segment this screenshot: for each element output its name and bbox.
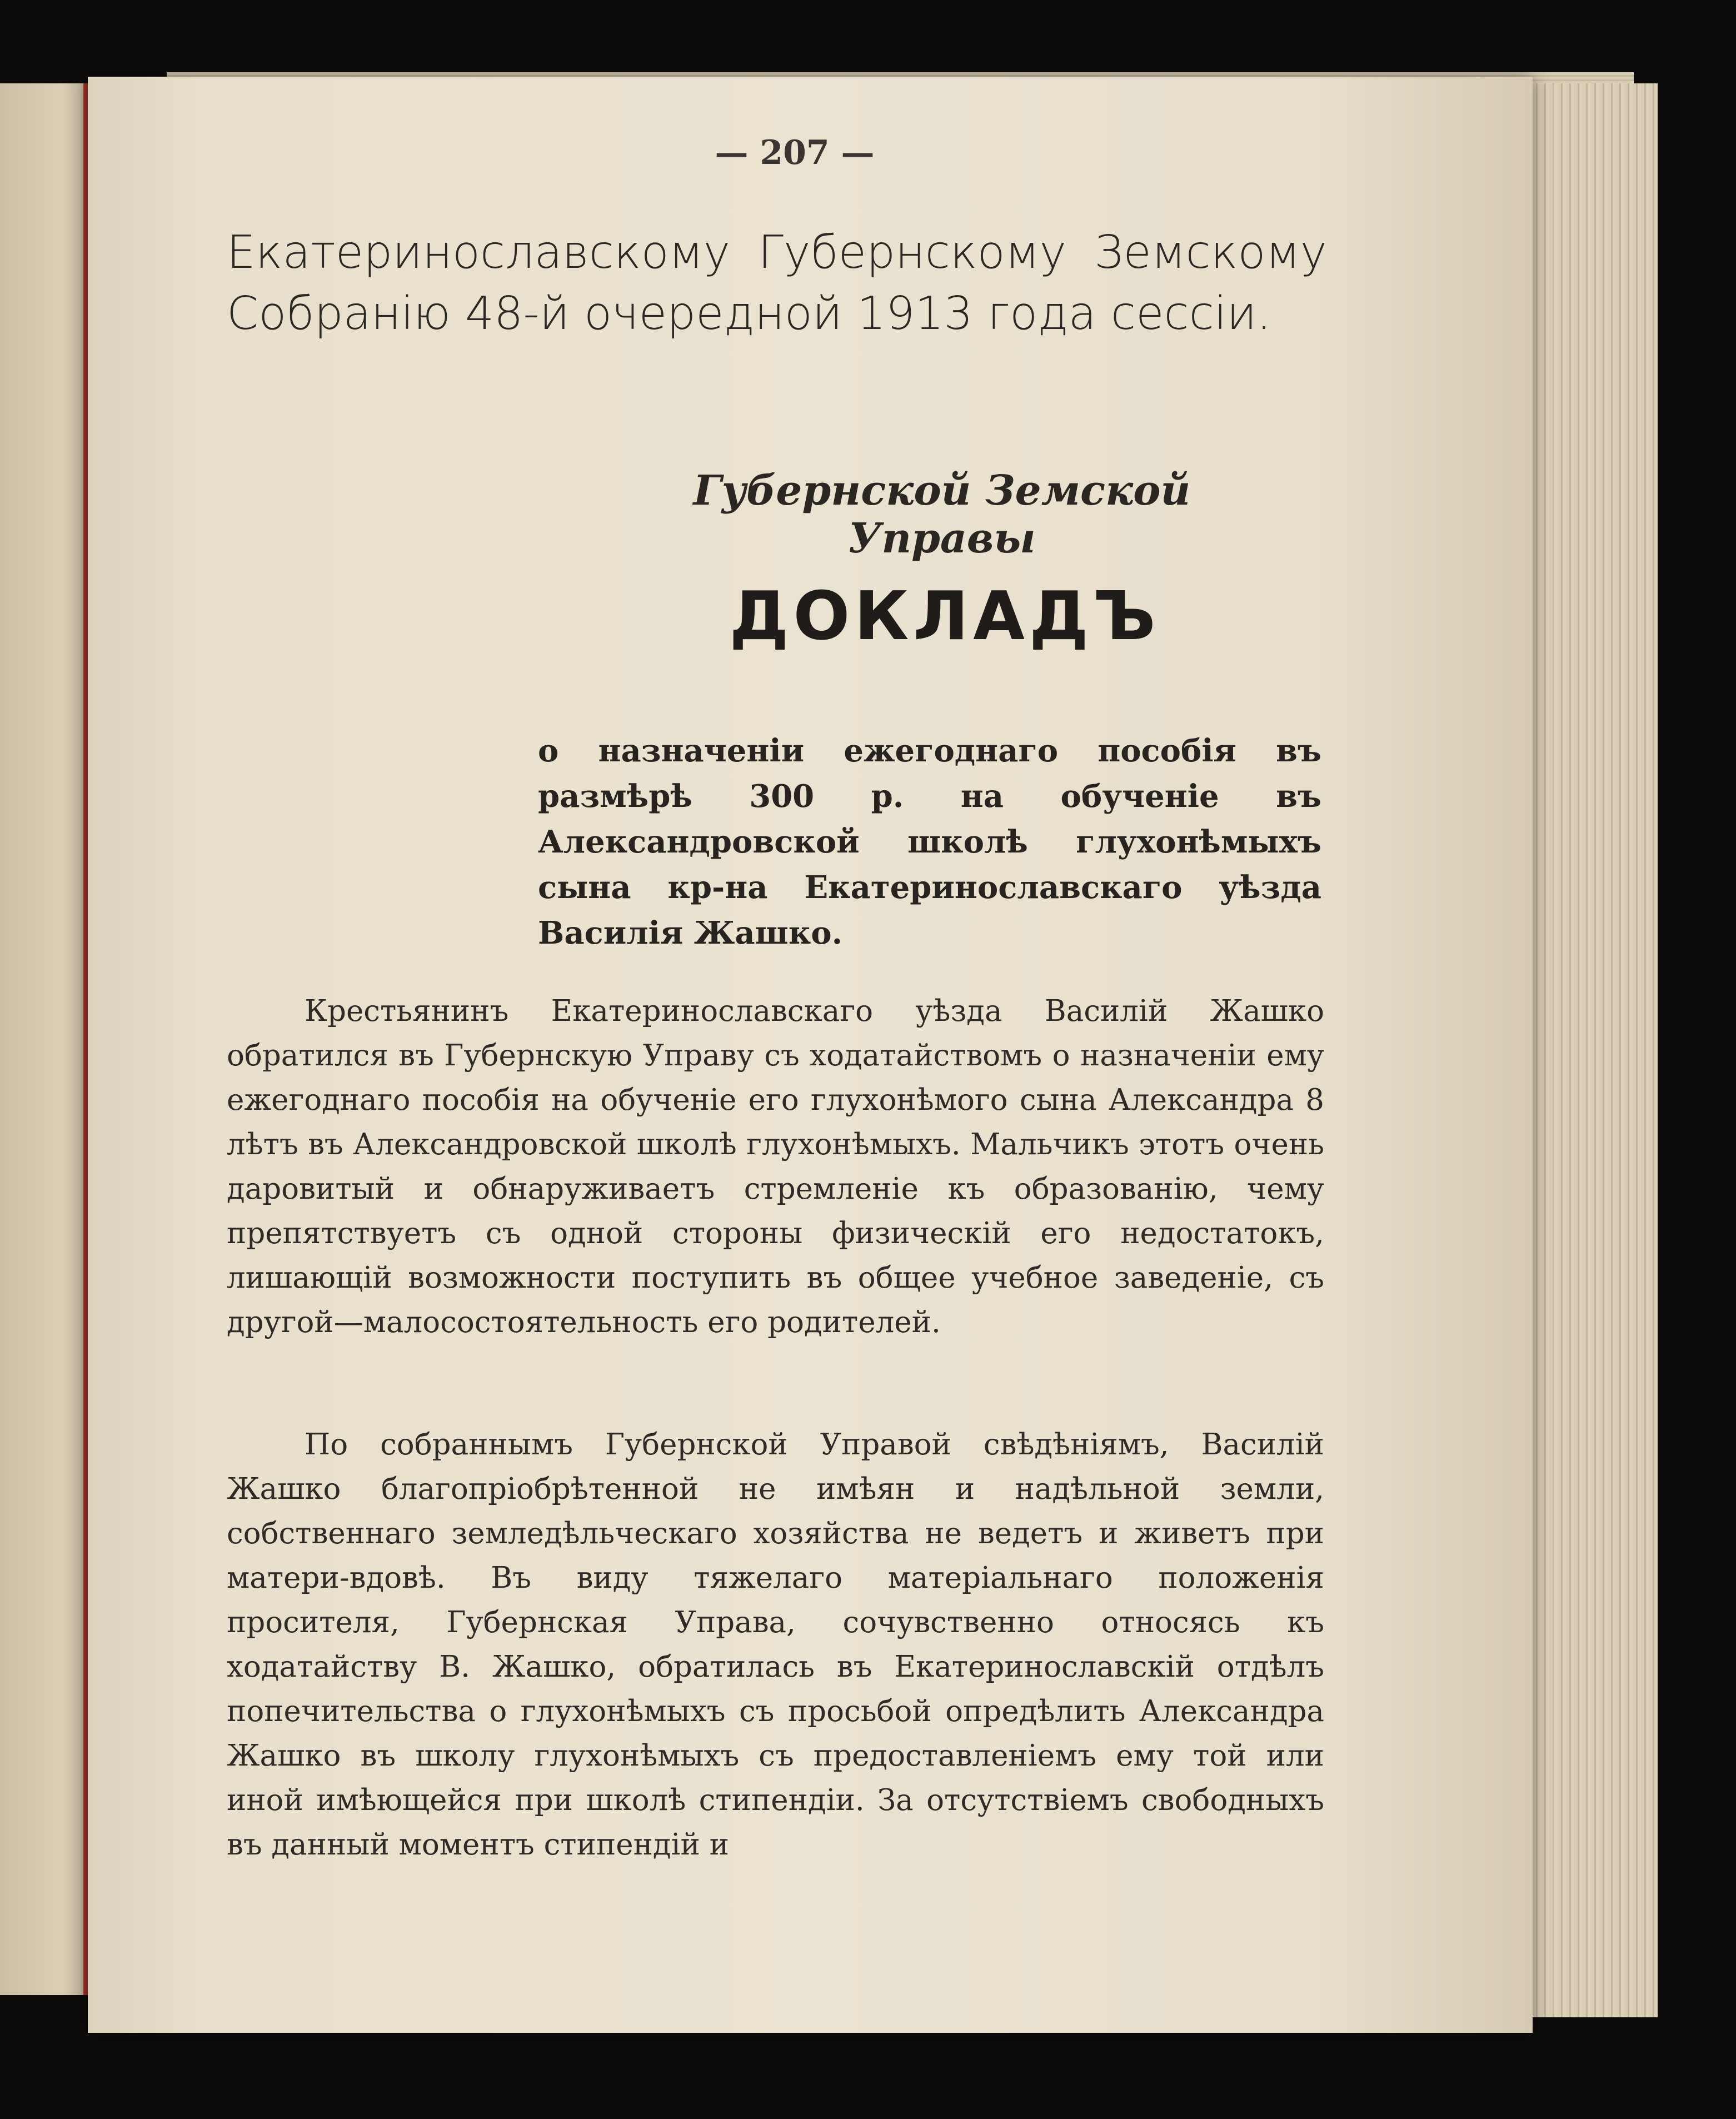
page-number: — 207 — [715, 133, 875, 172]
body-paragraph-2: По собраннымъ Губернской Управой свѣдѣніямъ, Василій Жашко благопріобрѣтенной не имѣян и надѣльной земли, собственнаго земледѣльческаго хозяйства не ведетъ и живетъ при матери-вдовѣ. Въ виду тяжелаго матеріальнаго положенія просителя, Губернская Управа, сочувственно относясь къ ходатайству В. Жашко, обратилась въ Екатеринославскій отдѣлъ попечительства о глухонѣмыхъ съ просьбой опредѣлить Александра Жашко въ школу глухонѣмыхъ съ предоставленіемъ ему той или иной имѣющейся при школѣ стипендіи. За отсутствіемъ свободныхъ въ данный моментъ стипендій и [227, 1428, 1324, 1862]
report-title: ДОКЛАДЪ [729, 578, 1160, 655]
author-heading: Губернской Земской Управы [693, 467, 1191, 562]
report-subject: о назначеніи ежегоднаго пособія въ размѣрѣ 300 р. на обученіе въ Александровской школѣ глухонѣмыхъ сына кр-на Екатеринославскаго уѣзда Василія Жашко. [538, 732, 1321, 951]
addressee-heading: Екатеринославскому Губернскому Земскому Собранію 48-й очередной 1913 года сессіи. [227, 226, 1327, 340]
body-paragraph-1: Крестьянинъ Екатеринославскаго уѣзда Василій Жашко обратился въ Губернскую Управу съ ходатайствомъ о назначеніи ему ежегоднаго пособія на обученіе его глухонѣмого сына Александра 8 лѣтъ въ Александровской школѣ глухонѣмыхъ. Мальчикъ этотъ очень даровитый и обнаруживаетъ стремленіе къ образованію, чему препятствуетъ съ одной стороны физическій его недостатокъ, лишающій возможности поступить въ общее учебное заведеніе, съ другой—малосостоятельность его родителей. [227, 994, 1324, 1339]
right-page-edges [1523, 83, 1658, 2017]
